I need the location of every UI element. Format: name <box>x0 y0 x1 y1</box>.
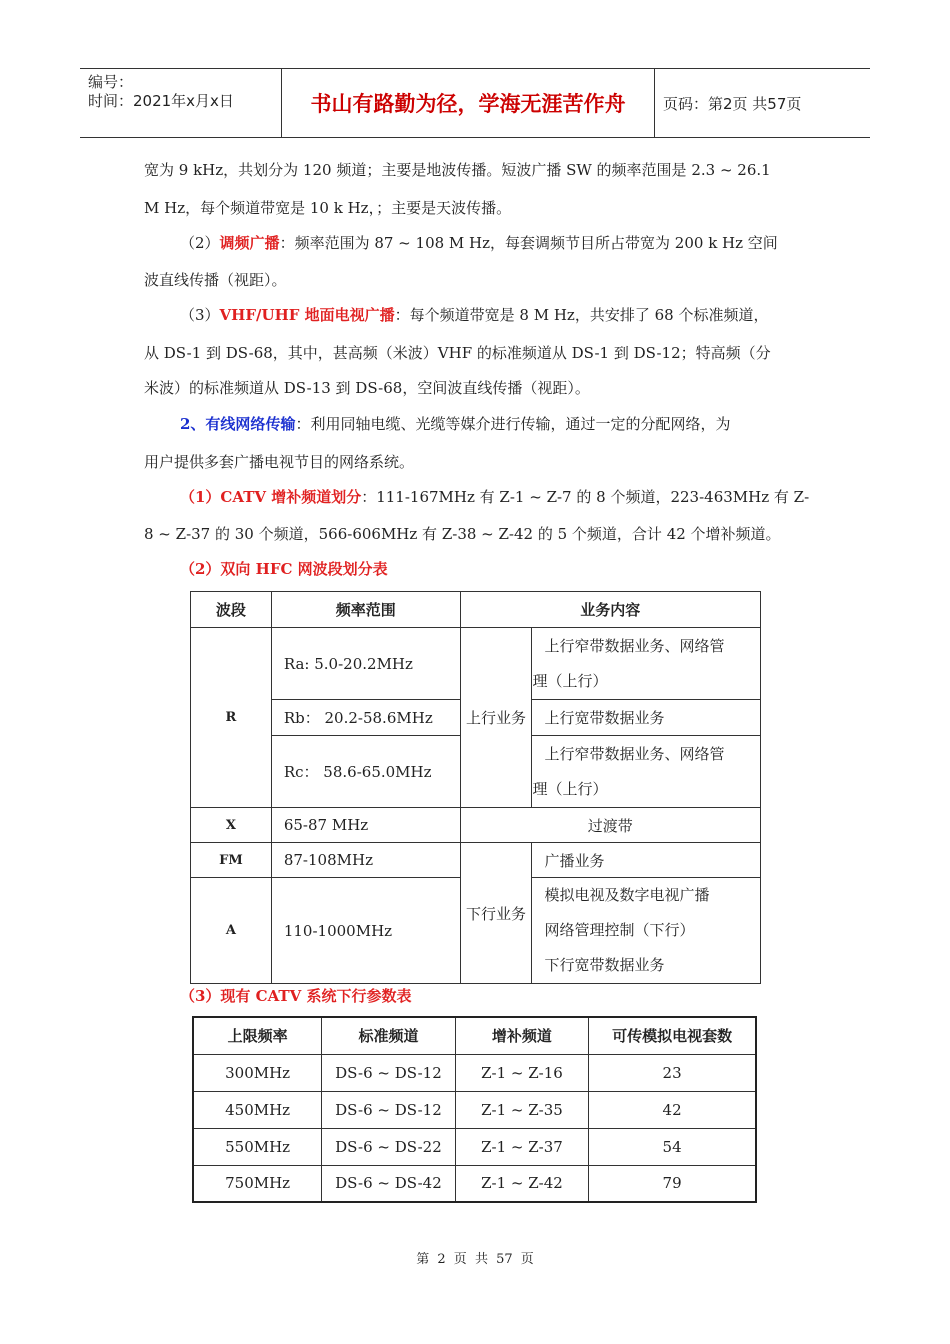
table-cell: 23 <box>589 1054 756 1091</box>
table-cell: 54 <box>589 1128 756 1165</box>
table-row <box>191 808 761 843</box>
catv-table-title: （3）现有 CATV 系统下行参数表 <box>180 987 412 1005</box>
table-header-cell: 业务内容 <box>460 592 760 628</box>
table-header-cell: 标准频道 <box>322 1017 456 1054</box>
page-header <box>80 68 870 138</box>
table-header-cell: 波段 <box>191 592 272 628</box>
band-cell: FM <box>191 843 272 878</box>
table-cell: DS-6 ~ DS-12 <box>322 1054 456 1091</box>
table-cell: DS-6 ~ DS-12 <box>322 1091 456 1128</box>
paragraph-line: 波直线传播（视距）。 <box>144 271 287 289</box>
table-header-row <box>193 1017 756 1054</box>
footer-ye: 页 <box>453 1252 467 1267</box>
item-number: （2） <box>180 234 220 252</box>
band-cell: A <box>191 878 272 984</box>
table-cell: Z-1 ~ Z-16 <box>455 1054 588 1091</box>
catv-text: ：111-167MHz 有 Z-1 ~ Z-7 的 8 个频道，223-463MHz 有 Z- <box>361 488 810 506</box>
paragraph-line: 米波）的标准频道从 DS-13 到 DS-68，空间波直线传播（视距）。 <box>144 379 590 397</box>
paragraph-line: 宽为 9 kHz，共划分为 120 频道；主要是地波传播。短波广播 SW 的频率范围是 2.3 ~ 26.1 <box>144 161 771 179</box>
table-row <box>191 843 761 878</box>
range-cell: Ra: 5.0-20.2MHz <box>271 628 460 700</box>
footer-page-number: 2 <box>437 1252 446 1267</box>
table-cell: 450MHz <box>193 1091 322 1128</box>
service-line: 理（上行） <box>532 671 608 690</box>
table-header-cell: 频率范围 <box>271 592 460 628</box>
table-cell: 42 <box>589 1091 756 1128</box>
table-header-cell: 上限频率 <box>193 1017 322 1054</box>
paragraph-line: 用户提供多套广播电视节目的网络系统。 <box>144 453 415 471</box>
service-line: 上行窄带数据业务、网络管 <box>544 744 725 763</box>
catv-heading: （1）CATV 增补频道划分 <box>180 488 362 506</box>
range-cell: 87-108MHz <box>271 843 460 878</box>
service-line: 模拟电视及数字电视广播 <box>544 886 710 904</box>
date-label: 时间：2021年x月x日 <box>88 92 234 110</box>
service-cell: 上行宽带数据业务 <box>532 700 761 736</box>
cable-text: ：利用同轴电缆、光缆等媒介进行传输，通过一定的分配网络，为 <box>295 415 731 433</box>
table-cell: 79 <box>589 1165 756 1202</box>
service-line: 理（上行） <box>532 779 608 798</box>
service-cell: 过渡带 <box>460 808 760 843</box>
paragraph-line: M Hz，每个频道带宽是 10 k Hz，；主要是天波传播。 <box>144 199 512 217</box>
cable-heading: 2、有线网络传输 <box>180 415 296 433</box>
table-header-row <box>191 592 761 628</box>
page-footer <box>0 1248 950 1267</box>
service-cell <box>532 628 761 700</box>
table-row <box>193 1128 756 1165</box>
tv-text: ：每个频道带宽是 8 M Hz，共安排了 68 个标准频道， <box>394 306 769 324</box>
table-cell: 550MHz <box>193 1128 322 1165</box>
table-row <box>193 1165 756 1202</box>
table-cell: 300MHz <box>193 1054 322 1091</box>
service-cell <box>532 736 761 808</box>
table-cell: Z-1 ~ Z-37 <box>455 1128 588 1165</box>
table-cell: Z-1 ~ Z-42 <box>455 1165 588 1202</box>
band-cell: X <box>191 808 272 843</box>
paragraph-tv <box>180 305 848 325</box>
hfc-band-table <box>190 591 761 984</box>
service-line: 下行宽带数据业务 <box>544 956 665 974</box>
table-cell: DS-6 ~ DS-42 <box>322 1165 456 1202</box>
paragraph-catv <box>180 487 848 507</box>
paragraph-line: 8 ~ Z-37 的 30 个频道，566-606MHz 有 Z-38 ~ Z-42 的 5 个频道，合计 42 个增补频道。 <box>144 525 781 543</box>
paragraph-cable <box>180 414 848 434</box>
fm-text: ：频率范围为 87 ~ 108 M Hz，每套调频节目所占带宽为 200 k Hz 空间 <box>279 234 778 252</box>
footer-ye: 页 <box>520 1252 534 1267</box>
footer-total-pages: 57 <box>496 1252 513 1267</box>
tv-heading: VHF/UHF 地面电视广播 <box>219 306 395 324</box>
service-cell: 广播业务 <box>532 843 761 878</box>
table-cell: DS-6 ~ DS-22 <box>322 1128 456 1165</box>
catv-param-table <box>192 1016 757 1203</box>
header-page-info: 页码：第2页 共57页 <box>663 94 802 113</box>
table-cell: 750MHz <box>193 1165 322 1202</box>
band-cell: R <box>191 628 272 808</box>
table-cell: Z-1 ~ Z-35 <box>455 1091 588 1128</box>
paragraph-line: 从 DS-1 到 DS-68，其中，甚高频（米波）VHF 的标准频道从 DS-1 到 DS-12；特高频（分 <box>144 344 771 362</box>
direction-cell: 下行业务 <box>460 843 532 984</box>
paragraph-fm <box>180 233 848 253</box>
table-row <box>191 628 761 700</box>
header-meta <box>80 69 282 137</box>
item-number: （3） <box>180 306 220 324</box>
service-line: 上行窄带数据业务、网络管 <box>544 636 725 655</box>
direction-cell: 上行业务 <box>460 628 532 808</box>
service-line: 网络管理控制（下行） <box>544 921 695 939</box>
service-cell <box>532 878 761 984</box>
table-header-cell: 可传模拟电视套数 <box>589 1017 756 1054</box>
footer-gong: 共 <box>474 1252 488 1267</box>
table-row <box>193 1054 756 1091</box>
range-cell: Rb： 20.2-58.6MHz <box>271 700 460 736</box>
table-row <box>193 1091 756 1128</box>
serial-label: 编号： <box>88 73 134 91</box>
fm-heading: 调频广播 <box>219 234 280 252</box>
range-cell: Rc： 58.6-65.0MHz <box>271 736 460 808</box>
footer-di: 第 <box>416 1252 430 1267</box>
table-header-cell: 增补频道 <box>455 1017 588 1054</box>
hfc-table-title: （2）双向 HFC 网波段划分表 <box>180 560 388 578</box>
range-cell: 110-1000MHz <box>271 878 460 984</box>
header-motto: 书山有路勤为径，学海无涯苦作舟 <box>282 69 655 137</box>
range-cell: 65-87 MHz <box>271 808 460 843</box>
